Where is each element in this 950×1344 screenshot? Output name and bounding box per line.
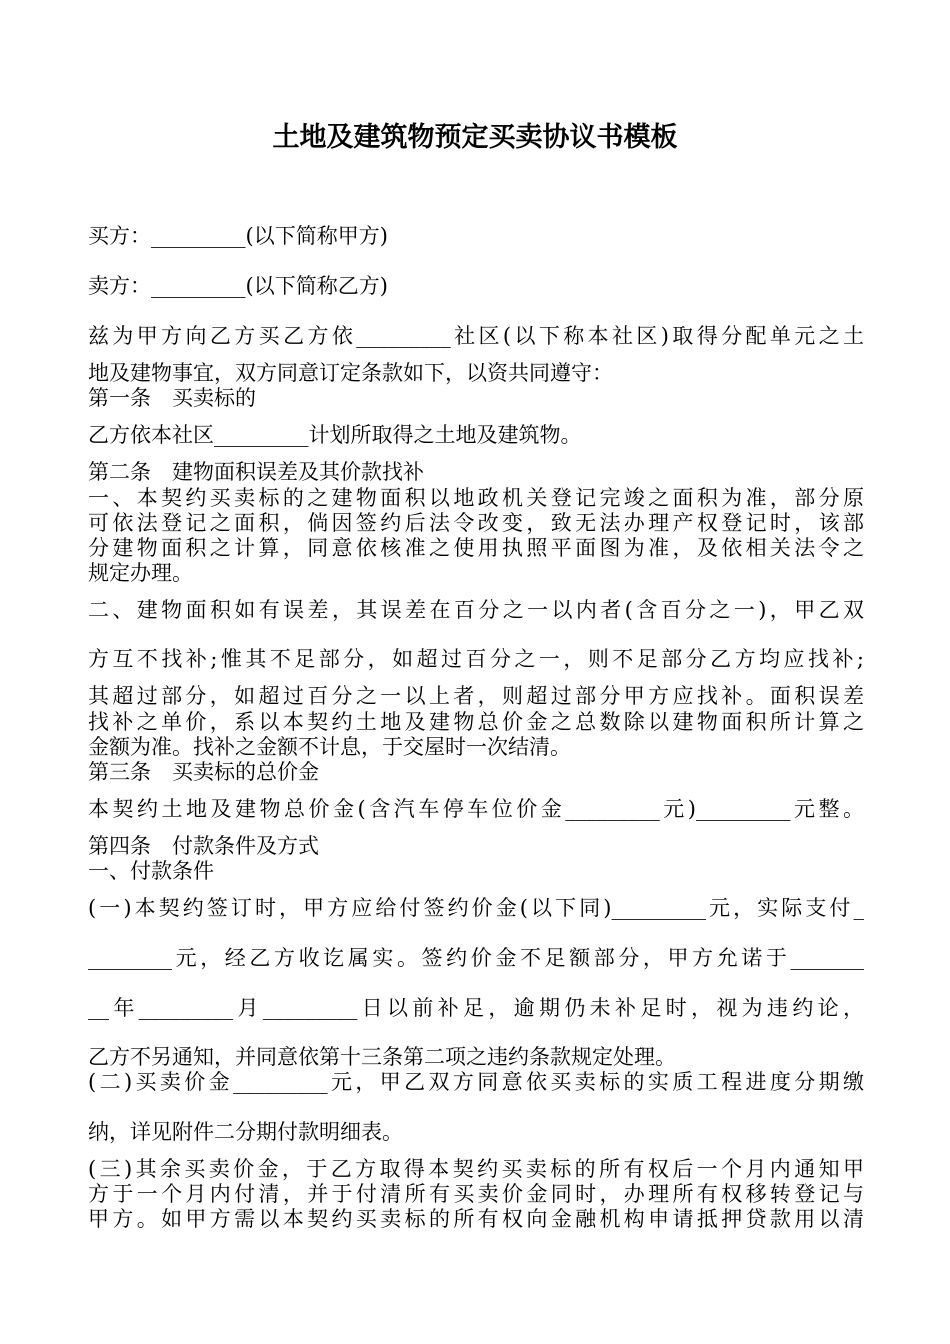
document-title: 土地及建筑物预定买卖协议书模板 xyxy=(272,122,678,153)
article-2-line: 一、本契约买卖标的之建物面积以地政机关登记完竣之面积为准，部分原 xyxy=(88,486,864,510)
article-2-line: 方互不找补;惟其不足部分，如超过百分之一，则不足部分乙方均应找补; xyxy=(88,647,864,671)
article-4-line: 乙方不另通知，并同意依第十三条第二项之违约条款规定处理。 xyxy=(88,1045,676,1069)
intro-line: 地及建物事宜，双方同意订定条款如下，以资共同遵守： xyxy=(88,361,613,385)
article-2-line: 二、建物面积如有误差，其误差在百分之一以内者(含百分之一)，甲乙双 xyxy=(88,598,864,622)
article-3-heading: 第三条 买卖标的总价金 xyxy=(88,760,319,784)
intro-line: 兹为甲方向乙方买乙方依_________社区(以下称本社区)取得分配单元之土 xyxy=(88,324,864,348)
seller-line: 卖方：_________(以下简称乙方) xyxy=(88,274,388,298)
article-4-line: 方于一个月内付清，并于付清所有买卖价金同时，办理所有权移转登记与 xyxy=(88,1182,864,1206)
article-4-subheading: 一、付款条件 xyxy=(88,859,214,883)
article-4-line: (二)买卖价金_________元，甲乙双方同意依买卖标的实质工程进度分期缴 xyxy=(88,1070,864,1094)
article-3-text: 本契约土地及建物总价金(含汽车停车位价金_________元)_________元整。 xyxy=(88,797,864,821)
article-2-line: 金额为准。找补之金额不计息，于交屋时一次结清。 xyxy=(88,735,571,759)
article-4-heading: 第四条 付款条件及方式 xyxy=(88,834,319,858)
article-4-line: 纳，详见附件二分期付款明细表。 xyxy=(88,1120,403,1144)
article-2-line: 找补之单价，系以本契约土地及建物总价金之总数除以建物面积所计算之 xyxy=(88,710,864,734)
article-2-line: 可依法登记之面积，倘因签约后法令改变，致无法办理产权登记时，该部 xyxy=(88,511,864,535)
article-1-heading: 第一条 买卖标的 xyxy=(88,386,256,410)
article-2-line: 其超过部分，如超过百分之一以上者，则超过部分甲方应找补。面积误差 xyxy=(88,684,864,708)
article-4-line: (一)本契约签订时，甲方应给付签约价金(以下同)_________元，实际支付_ xyxy=(88,896,864,920)
article-4-line: __年_________月_________日以前补足，逾期仍未补足时，视为违约论， xyxy=(88,996,864,1020)
article-1-text: 乙方依本社区_________计划所取得之土地及建筑物。 xyxy=(88,423,582,447)
article-4-line: (三)其余买卖价金，于乙方取得本契约买卖标的所有权后一个月内通知甲 xyxy=(88,1157,864,1181)
buyer-line: 买方：_________(以下简称甲方) xyxy=(88,224,388,248)
article-2-line: 分建物面积之计算，同意依核准之使用执照平面图为准，及依相关法令之 xyxy=(88,536,864,560)
article-4-line: 甲方。如甲方需以本契约买卖标的所有权向金融机构申请抵押贷款用以清 xyxy=(88,1207,864,1231)
article-4-line: ________元，经乙方收讫属实。签约价金不足额部分，甲方允诺于_______ xyxy=(88,946,864,970)
article-2-line: 规定办理。 xyxy=(88,561,193,585)
article-2-heading: 第二条 建物面积误差及其价款找补 xyxy=(88,460,424,484)
